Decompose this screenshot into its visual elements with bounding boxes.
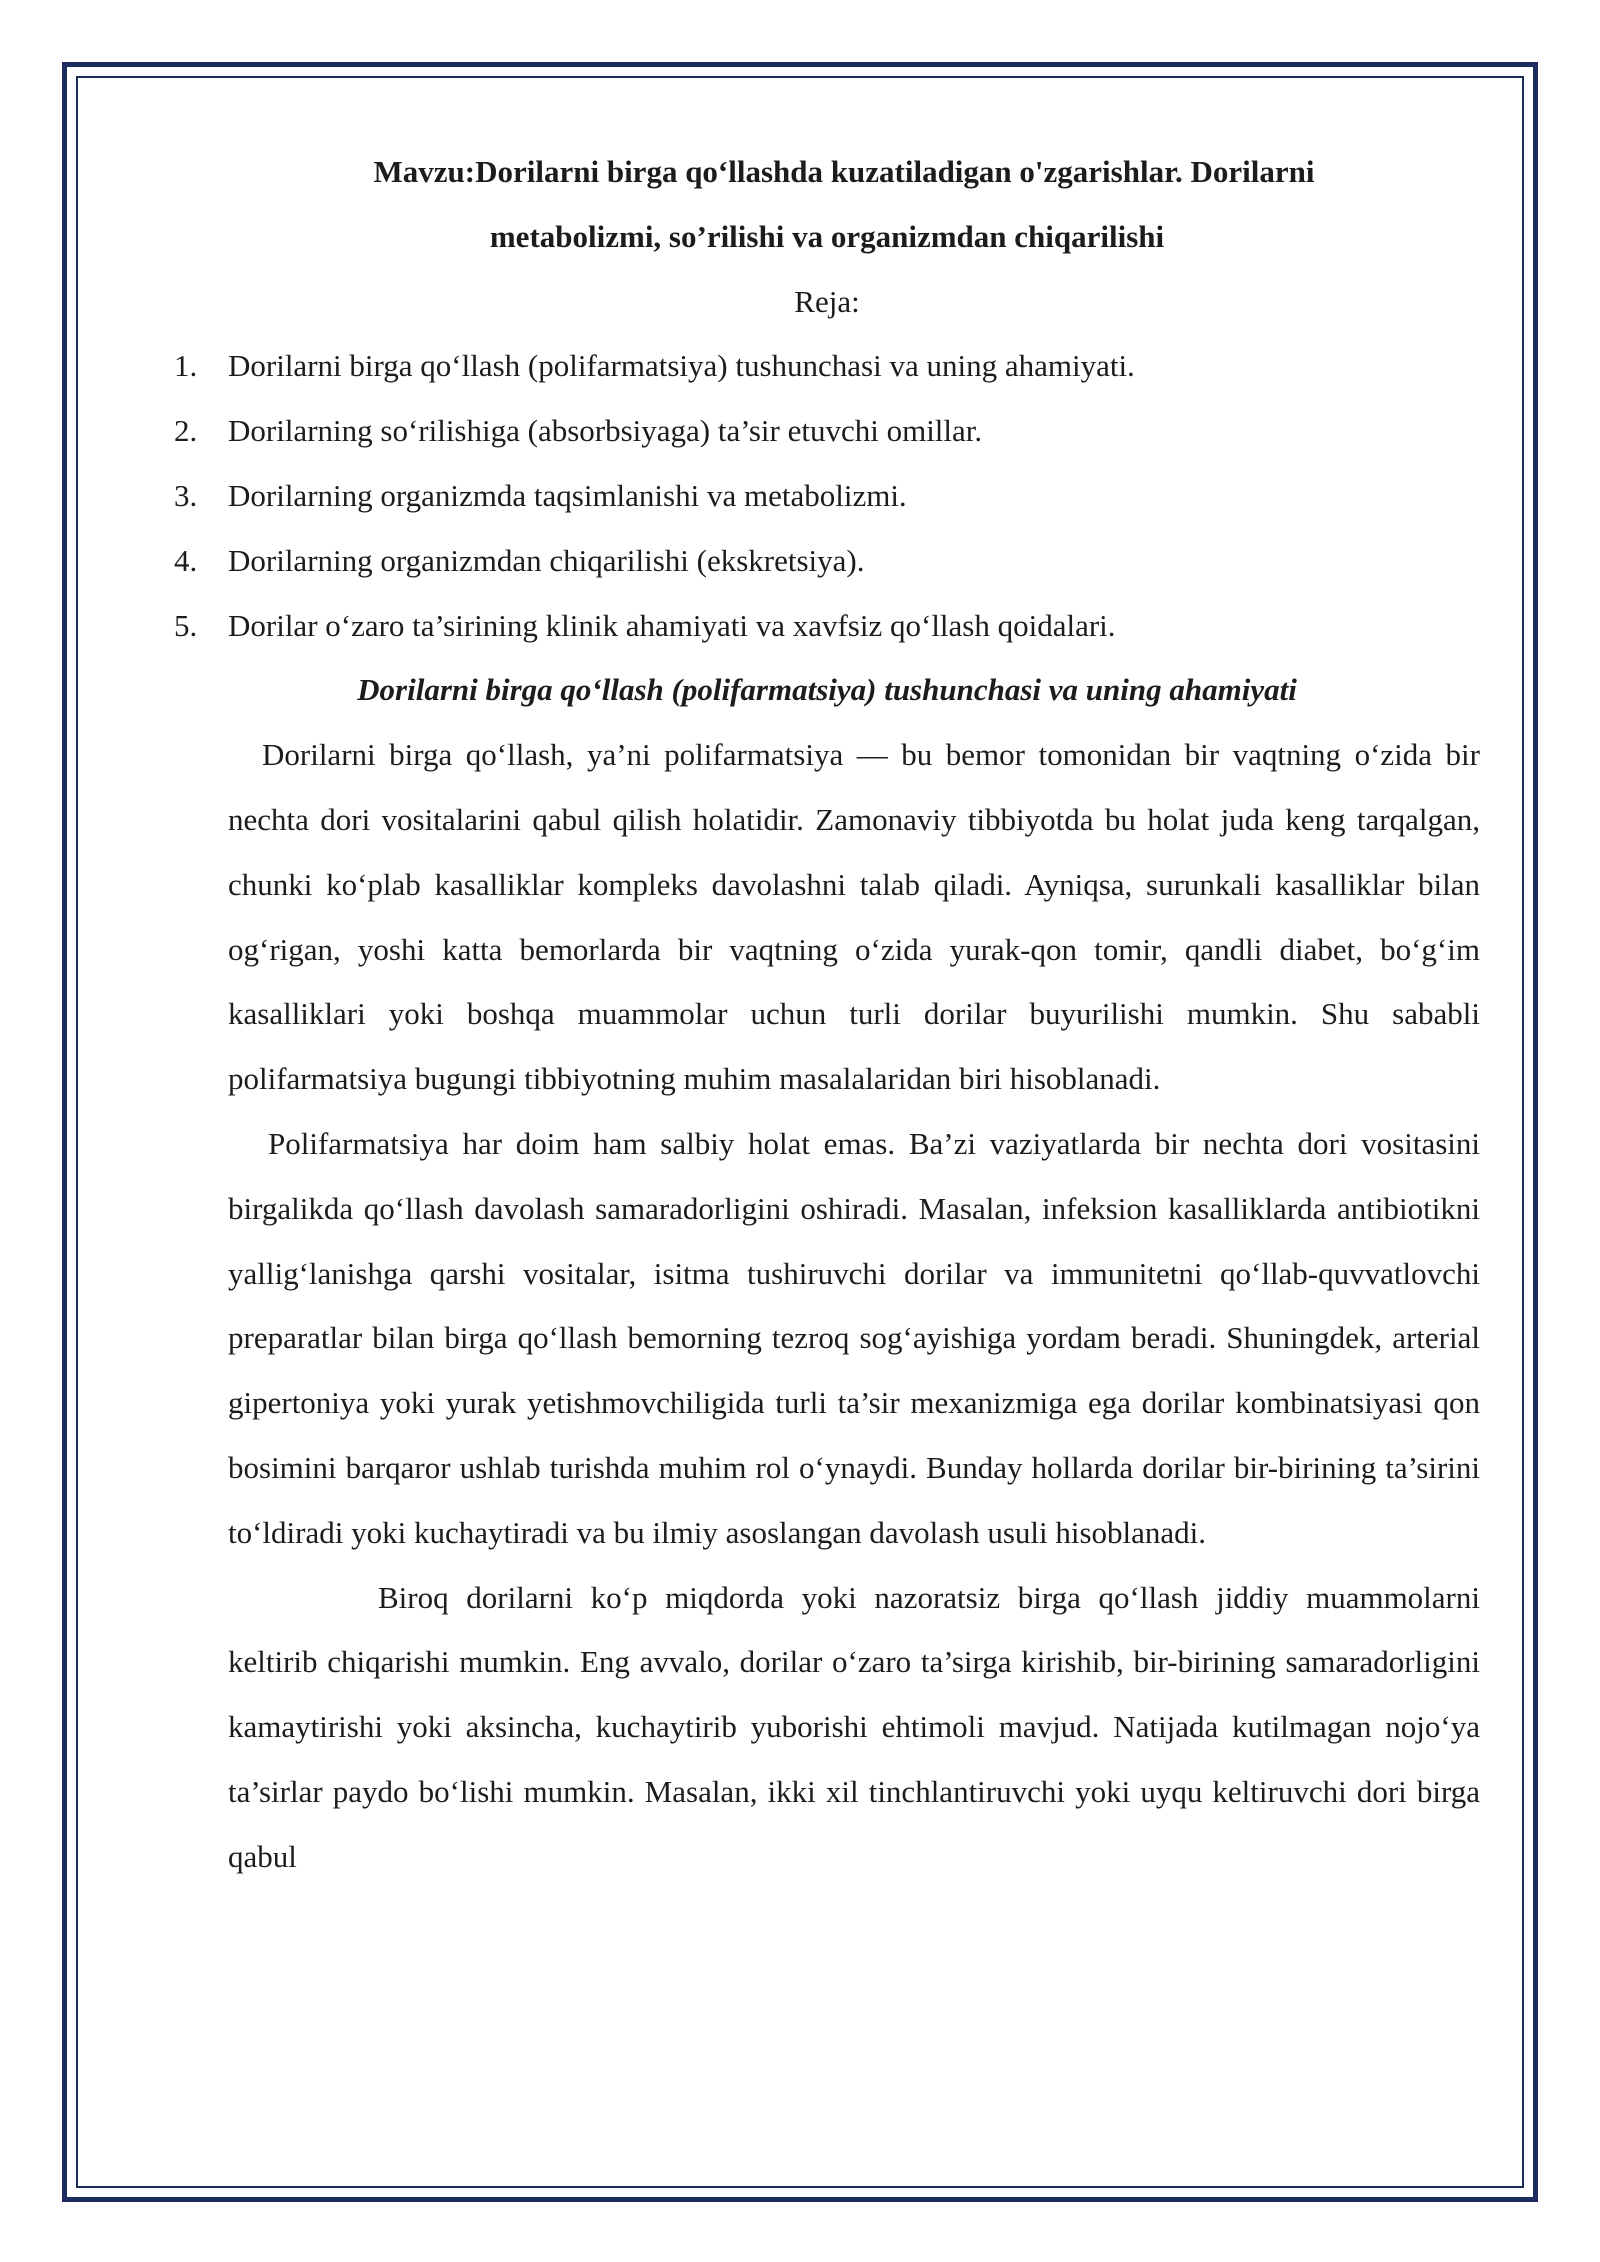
plan-item-text: Dorilar o‘zaro ta’sirining klinik ahamiyati va xavfsiz qo‘llash qoidalari. <box>228 607 1116 643</box>
plan-label: Reja: <box>794 283 860 319</box>
title-line-1: Mavzu:Dorilarni birga qo‘llashda kuzatiladigan o'zgarishlar. Dorilarni <box>373 154 1315 189</box>
plan-item <box>174 464 1480 529</box>
plan-item-number: 1. <box>174 348 198 384</box>
plan-item <box>174 529 1480 594</box>
plan-item <box>174 334 1480 399</box>
plan-item-number: 4. <box>174 542 198 578</box>
plan-item-number: 5. <box>174 607 198 643</box>
plan-item-number: 3. <box>174 477 198 513</box>
plan-item <box>174 594 1480 659</box>
document-title <box>174 140 1480 270</box>
plan-item-text: Dorilarning so‘rilishiga (absorbsiyaga) ta’sir etuvchi omillar. <box>228 413 983 449</box>
document-body <box>174 140 1480 1890</box>
title-line-2: metabolizmi, so’rilishi va organizmdan chiqarilishi <box>489 218 1165 254</box>
plan-item <box>174 399 1480 464</box>
plan-item-text: Dorilarni birga qo‘llash (polifarmatsiya) tushunchasi va uning ahamiyati. <box>228 348 1135 384</box>
plan-item-text: Dorilarning organizmda taqsimlanishi va metabolizmi. <box>228 477 907 513</box>
plan-item-text: Dorilarning organizmdan chiqarilishi (ekskretsiya). <box>228 542 865 578</box>
paragraph: Biroq dorilarni ko‘p miqdorda yoki nazoratsiz birga qo‘llash jiddiy muammolarni keltirib chiqarishi mumkin. Eng avvalo, dorilar o‘zaro ta’sirga kirishib, bir-birining samaradorligini kamaytirishi yoki aksincha, kuchaytirib yuborishi ehtimoli mavjud. Natijada kutilmagan nojo‘ya ta’sirlar paydo bo‘lishi mumkin. Masalan, ikki xil tinchlantiruvchi yoki uyqu keltiruvchi dori birga qabul <box>228 1579 1480 1874</box>
paragraph: Dorilarni birga qo‘llash, ya’ni polifarmatsiya — bu bemor tomonidan bir vaqtning o‘zida bir nechta dori vositalarini qabul qilish holatidir. Zamonaviy tibbiyotda bu holat juda keng tarqalgan, chunki ko‘plab kasalliklar kompleks davolashni talab qiladi. Ayniqsa, surunkali kasalliklar bilan og‘rigan, yoshi katta bemorlarda bir vaqtning o‘zida yurak-qon tomir, qandli diabet, bo‘g‘im kasalliklari yoki boshqa muammolar uchun turli dorilar buyurilishi mumkin. Shu sababli polifarmatsiya bugungi tibbiyotning muhim masalalaridan biri hisoblanadi. <box>228 737 1480 1097</box>
plan-item-number: 2. <box>174 413 198 449</box>
plan-list <box>174 334 1480 658</box>
paragraph: Polifarmatsiya har doim ham salbiy holat emas. Ba’zi vaziyatlarda bir nechta dori vositasini birgalikda qo‘llash davolash samaradorligini oshiradi. Masalan, infeksion kasalliklarda antibiotikni yallig‘lanishga qarshi vositalar, isitma tushiruvchi dorilar va immunitetni qo‘llab-quvvatlovchi preparatlar bilan birga qo‘llash bemorning tezroq sog‘ayishiga yordam beradi. Shuningdek, arterial gipertoniya yoki yurak yetishmovchiligida turli ta’sir mexanizmiga ega dorilar kombinatsiyasi qon bosimini barqaror ushlab turishda muhim rol o‘ynaydi. Bunday hollarda dorilar bir-birining ta’sirini to‘ldiradi yoki kuchaytiradi va bu ilmiy asoslangan davolash usuli hisoblanadi. <box>228 1125 1480 1550</box>
section-heading: Dorilarni birga qo‘llash (polifarmatsiya) tushunchasi va uning ahamiyati <box>357 672 1297 708</box>
